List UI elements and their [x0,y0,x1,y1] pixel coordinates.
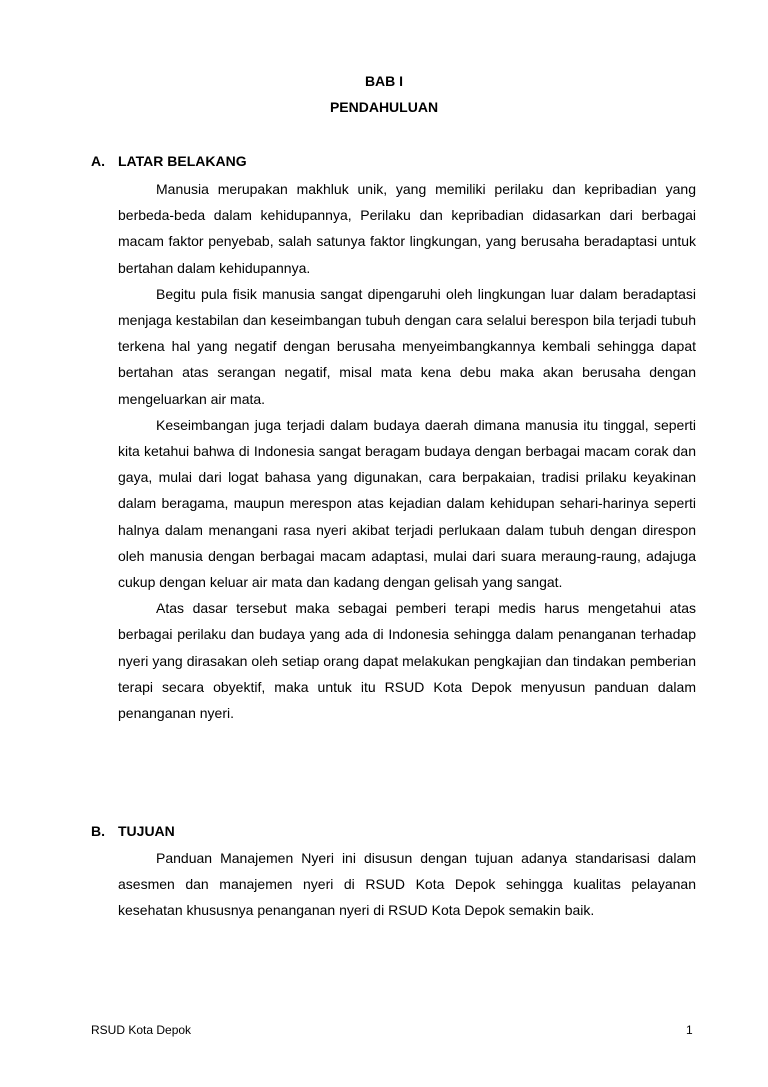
paragraph: Keseimbangan juga terjadi dalam budaya daerah dimana manusia itu tinggal, seperti kita ketahui bahwa di Indonesia sangat beragam budaya dengan berbagai macam corak dan gaya, mulai dari logat bahasa yang digunakan, cara berpakaian, tradisi prilaku keyakinan dalam beragama, maupun merespon atas kejadian dalam kehidupan sehari-harinya seperti halnya dalam menangani rasa nyeri akibat terjadi perlukaan dalam tubuh dengan direspon oleh manusia dengan berbagai macam adaptasi, mulai dari suara meraung-raung, adajuga cukup dengan keluar air mata dan kadang dengan gelisah yang sangat. [118,416,696,591]
footer-page-number: 1 [686,1023,693,1037]
footer-organization: RSUD Kota Depok [91,1023,192,1037]
section-body-latar-belakang [118,176,696,726]
paragraph: Panduan Manajemen Nyeri ini disusun dengan tujuan adanya standarisasi dalam asesmen dan manajemen nyeri di RSUD Kota Depok sehingga kualitas pelayanan kesehatan khususnya penanganan nyeri di RSUD Kota Depok semakin baik. [118,850,696,919]
section-heading-tujuan [91,822,175,840]
section-letter: A. [91,153,105,169]
section-title: LATAR BELAKANG [118,153,247,169]
paragraph: Atas dasar tersebut maka sebagai pemberi terapi medis harus mengetahui atas berbagai perilaku dan budaya yang ada di Indonesia sehingga dalam penanganan terhadap nyeri yang dirasakan oleh setiap orang dapat melakukan pengkajian dan tindakan pemberian terapi secara obyektif, maka untuk itu RSUD Kota Depok menyusun panduan dalam penanganan nyeri. [118,600,696,722]
chapter-title: PENDAHULUAN [329,99,439,115]
paragraph: Begitu pula fisik manusia sangat dipengaruhi oleh lingkungan luar dalam beradaptasi menjaga kestabilan dan keseimbangan tubuh dengan cara selalui berespon bila terjadi tubuh terkena hal yang negatif dengan berusaha menyeimbangkannya kembali sehingga dapat bertahan atas serangan negatif, misal mata kena debu maka akan berusaha dengan mengeluarkan air mata. [118,285,696,407]
chapter-number: BAB I [364,73,404,89]
section-heading-latar-belakang [91,152,247,170]
paragraph: Manusia merupakan makhluk unik, yang memiliki perilaku dan kepribadian yang berbeda-beda dalam kehidupannya, Perilaku dan kepribadian didasarkan dari berbagai macam faktor penyebab, salah satunya faktor lingkungan, yang berusaha beradaptasi untuk bertahan dalam kehidupannya. [118,181,696,276]
section-body-tujuan [118,845,696,924]
section-letter: B. [91,823,105,839]
section-title: TUJUAN [118,823,175,839]
